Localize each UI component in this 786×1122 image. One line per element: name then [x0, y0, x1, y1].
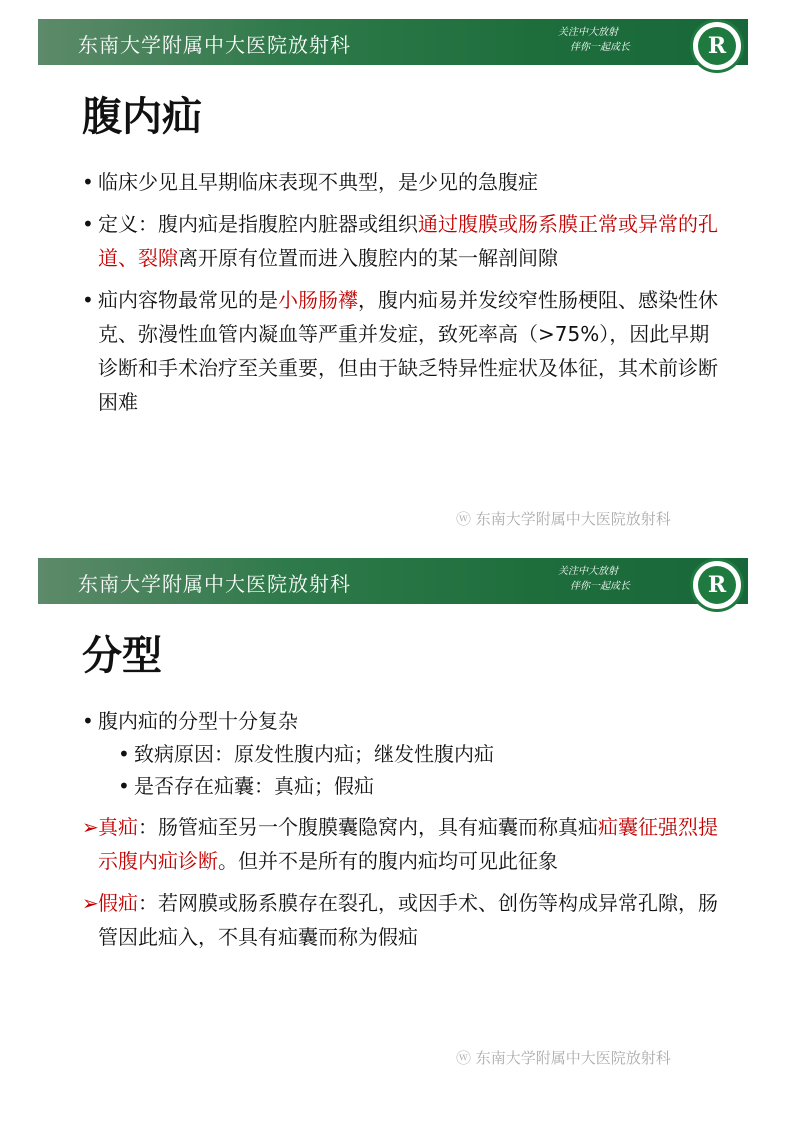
bullet: • 腹内疝的分型十分复杂	[82, 704, 722, 738]
sub-bullet: • 致病原因：原发性腹内疝；继发性腹内疝	[82, 738, 722, 770]
slide-1	[38, 15, 748, 545]
header-banner	[38, 19, 748, 65]
bullet: • 疝内容物最常见的是小肠肠襻，腹内疝易并发绞窄性肠梗阻、感染性休克、弥漫性血管内凝血等严重并发症，致死率高（>75%），因此早期诊断和手术治疗至关重要，但由于缺乏特异性症状及体征，其术前诊断困难	[82, 283, 722, 419]
hospital-logo: R	[690, 558, 744, 612]
wechat-watermark: ⓦ 东南大学附属中大医院放射科	[456, 510, 671, 528]
slide-2	[38, 554, 748, 1084]
slide-title: 分型	[82, 633, 162, 679]
org-title: 东南大学附属中大医院放射科	[78, 572, 351, 596]
slide-body	[82, 704, 722, 960]
arrow-icon: ➢	[82, 815, 99, 839]
hospital-logo: R	[690, 19, 744, 73]
org-title: 东南大学附属中大医院放射科	[78, 33, 351, 57]
arrow-icon: ➢	[82, 891, 99, 915]
arrow-bullet: ➢ 假疝：若网膜或肠系膜存在裂孔，或因手术、创伤等构成异常孔隙，肠管因此疝入，不具有疝囊而称为假疝	[82, 886, 722, 954]
slide-title: 腹内疝	[82, 94, 202, 140]
sub-bullet: • 是否存在疝囊：真疝；假疝	[82, 770, 722, 802]
bullet: • 定义：腹内疝是指腹腔内脏器或组织通过腹膜或肠系膜正常或异常的孔道、裂隙离开原有位置而进入腹腔内的某一解剖间隙	[82, 207, 722, 275]
slogan: 关注中大放射 伴你一起成长	[558, 27, 630, 53]
header-banner	[38, 558, 748, 604]
slogan: 关注中大放射 伴你一起成长	[558, 566, 630, 592]
arrow-bullet: ➢ 真疝：肠管疝至另一个腹膜囊隐窝内，具有疝囊而称真疝疝囊征强烈提示腹内疝诊断。但并不是所有的腹内疝均可见此征象	[82, 810, 722, 878]
bullet: • 临床少见且早期临床表现不典型，是少见的急腹症	[82, 165, 722, 199]
wechat-watermark: ⓦ 东南大学附属中大医院放射科	[456, 1049, 671, 1067]
slide-body	[82, 165, 722, 427]
